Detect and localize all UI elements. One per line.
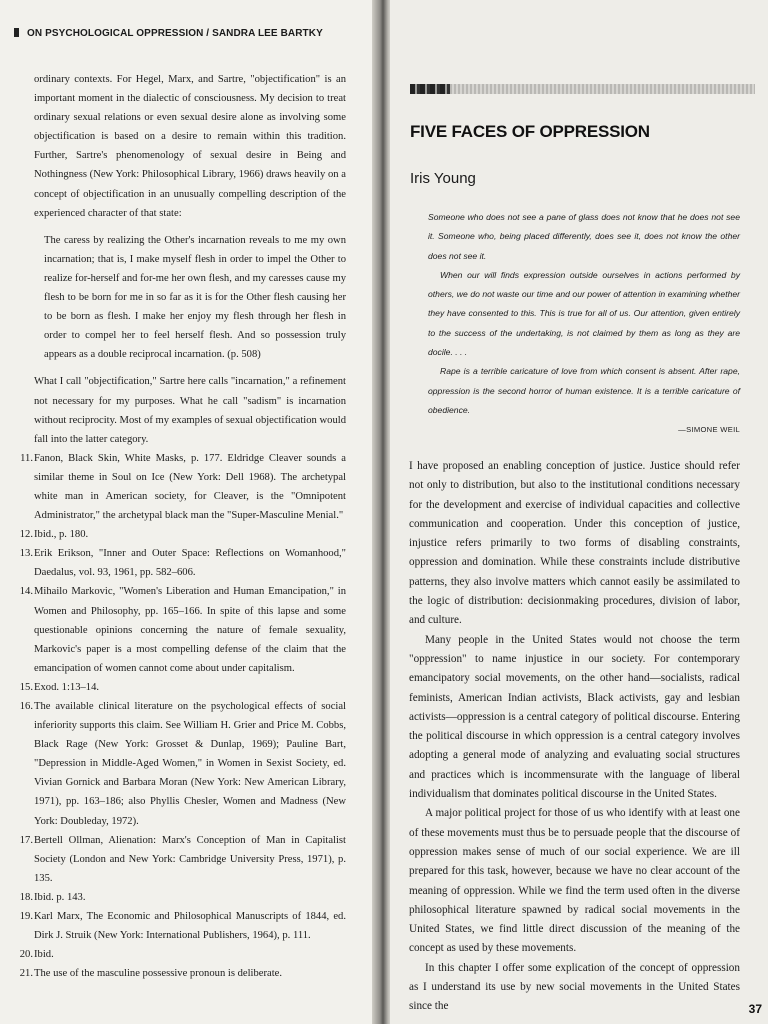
- endnote: [19, 544, 346, 582]
- endnote-text: Bertell Ollman, Alienation: Marx's Conception of Man in Capitalist Society (London and New York: Cambridge University Press, 1971), p. 135.: [34, 834, 346, 884]
- endnote-number: 20.: [19, 949, 33, 961]
- chapter-title: FIVE FACES OF OPPRESSION: [410, 122, 650, 141]
- endnote-number: 15.: [19, 681, 33, 693]
- endnote-text: The available clinical literature on the psychological effects of social inferiority supports this claim. See William H. Grier and Price M. Cobbs, Black Rage (New York: Grosset & Dunlap, 1969); Pauline Bart, "Depression in Middle-Aged Women," in Women in Sexist Society, ed. Vivian Gornick and Barbara Moran (New York: New American Library, 1971), pp. 163–186; also Phyllis Chesler, Women and Madness (New York: Doubleday, 1972).: [34, 701, 346, 827]
- endnotes-list: [19, 449, 346, 984]
- book-gutter-shadow: [372, 0, 392, 1024]
- opening-paragraph: ordinary contexts. For Hegel, Marx, and Sartre, "objectification" is an important moment in the dialectic of consciousness. My decision to treat ordinary sexual relations or even sexual desire alone as involving some objectification is based on a desire to remain within this tradition. Further, Sartre's phenomenology of sexual desire in Being and Nothingness (New York: Philosophical Library, 1966) draws heavily on a concept of objectification in an unusually compelling description of the experienced character of that state:: [34, 74, 346, 219]
- endnote: [19, 525, 346, 544]
- right-page: [390, 0, 768, 1024]
- endnote-number: 21.: [19, 968, 33, 980]
- body-paragraph: A major political project for those of us who identify with at least one of these movements must thus be to persuade people that the discourse of oppression makes sense of much of our social experience. We are ill prepared for this task, however, because we have no clear account of the meaning of oppression. While we find the term used often in the diverse philosophical literature spawned by radical social movements in the United States, we find little direct discussion of the meaning of the concept as used by these movements.: [409, 807, 740, 955]
- chapter-author: Iris Young: [410, 170, 476, 187]
- endnote-text: Karl Marx, The Economic and Philosophical Manuscripts of 1844, ed. Dirk J. Struik (New York: International Publishers, 1964), p. 111.: [34, 911, 346, 942]
- endnote: [19, 678, 346, 697]
- epigraph-paragraph: Someone who does not see a pane of glass does not know that he does not see it. Someone who, being placed differently, does see it, does not know the other does not see it.: [428, 212, 740, 261]
- endnote: [19, 831, 346, 888]
- square-bullet-icon: [14, 28, 19, 37]
- endnote-text: Erik Erikson, "Inner and Outer Space: Reflections on Womanhood," Daedalus, vol. 93, 1961, pp. 582–606.: [34, 548, 346, 579]
- chapter-body: [409, 457, 740, 1017]
- epigraph: [428, 208, 740, 440]
- endnote-number: 12.: [19, 529, 33, 541]
- endnote: [20, 449, 346, 525]
- endnote-text: Exod. 1:13–14.: [34, 681, 100, 693]
- endnote: [19, 888, 346, 907]
- body-paragraph: I have proposed an enabling conception of justice. Justice should refer not only to distribution, but also to the institutional conditions necessary for the development and exercise of individual capacities and collective communication and cooperation. Under this conception of justice, injustice refers primarily to two forms of disabling constraints, oppression and domination. While these constraints include distributive patterns, they also involve matters which cannot easily be assimilated to the logic of distribution: decisionmaking procedures, division of labor, and culture.: [409, 460, 740, 627]
- endnote-text: The use of the masculine possessive pronoun is deliberate.: [34, 968, 283, 980]
- endnote-text: Mihailo Markovic, "Women's Liberation and Human Emancipation," in Women and Philosophy, pp. 165–166. In spite of this lapse and some questionable opinions concerning the nature of female sexuality, Markovic's paper is a most compelling defense of the claim that the emancipation of women cannot come about under capitalism.: [34, 586, 346, 674]
- epigraph-attribution: —SIMONE WEIL: [678, 425, 740, 435]
- endnote: [19, 964, 346, 983]
- endnote: [19, 907, 346, 945]
- left-page: [0, 0, 374, 1024]
- endnote: [19, 697, 346, 831]
- endnote-number: 11.: [20, 452, 33, 464]
- running-head-text: ON PSYCHOLOGICAL OPPRESSION / SANDRA LEE BARTKY: [27, 28, 323, 39]
- left-column: [19, 70, 346, 983]
- endnote-number: 17.: [19, 834, 33, 846]
- endnote-text: Ibid., p. 180.: [34, 529, 89, 541]
- body-paragraph: In this chapter I offer some explication of the concept of oppression as I understand its use by new social movements in the United States since the: [409, 961, 740, 1013]
- endnote-number: 18.: [19, 891, 33, 903]
- running-head: [14, 28, 323, 39]
- endnote-number: 16.: [19, 701, 33, 712]
- endnote: [19, 945, 346, 964]
- page-number: 37: [748, 1002, 762, 1016]
- endnote-text: Fanon, Black Skin, White Masks, p. 177. Eldridge Cleaver sounds a similar theme in Soul on Ice (New York: Dell 1968). The archetypal white man in American society, for Cleaver, is the "Omnipotent Administrator," the archetypal black man the "Super-Masculine Menial.": [34, 452, 346, 522]
- decorative-bar-accent: [410, 84, 450, 94]
- epigraph-paragraph: When our will finds expression outside ourselves in actions performed by others, we do not waste our time and our power of attention in examining whether they have consented to this. This is true for all of us. Our attention, given entirely to the success of the undertaking, is not claimed by them as long as they are docile. . . .: [428, 269, 740, 358]
- endnote-number: 14.: [19, 586, 33, 598]
- block-quote: The caress by realizing the Other's incarnation reveals to me my own incarnation; that is, I make myself flesh in order to impel the Other to realize for-herself and for-me her own flesh, and my caresses cause my flesh to be born for me in so far as it is for the Other flesh causing her to be born as flesh. I make her enjoy my flesh through her flesh in order to compel her to feel herself flesh. And so possession truly appears as a double reciprocal incarnation. (p. 508): [44, 234, 346, 361]
- endnote-text: Ibid. p. 143.: [34, 891, 86, 903]
- body-paragraph: Many people in the United States would not choose the term "oppression" to name injustice in our society. For contemporary emancipatory social movements, on the other hand—socialists, radical feminists, American Indian activists, Black activists, gay and lesbian activists—oppression is a central category of political discourse. Entering the political discourse in which oppression is a central category involves adopting a general mode of analyzing and evaluating social structures and practices which is incommensurate with the language of liberal individualism that dominates political discourse in the United States.: [409, 633, 740, 801]
- endnote-number: 13.: [19, 548, 33, 560]
- decorative-header-bar: [410, 84, 755, 94]
- endnote: [19, 582, 346, 677]
- after-quote-paragraph: What I call "objectification," Sartre here calls "incarnation," a refinement not necessary for my purposes. What he call "sadism" is incarnation without reciprocity. Most of my examples of sexual objectification would fall into the latter category.: [34, 376, 346, 445]
- endnote-number: 19.: [19, 911, 33, 923]
- endnote-text: Ibid.: [34, 949, 54, 961]
- epigraph-paragraph: Rape is a terrible caricature of love from which consent is absent. After rape, oppression is the second horror of human existence. It is a terrible caricature of obedience.: [428, 366, 740, 415]
